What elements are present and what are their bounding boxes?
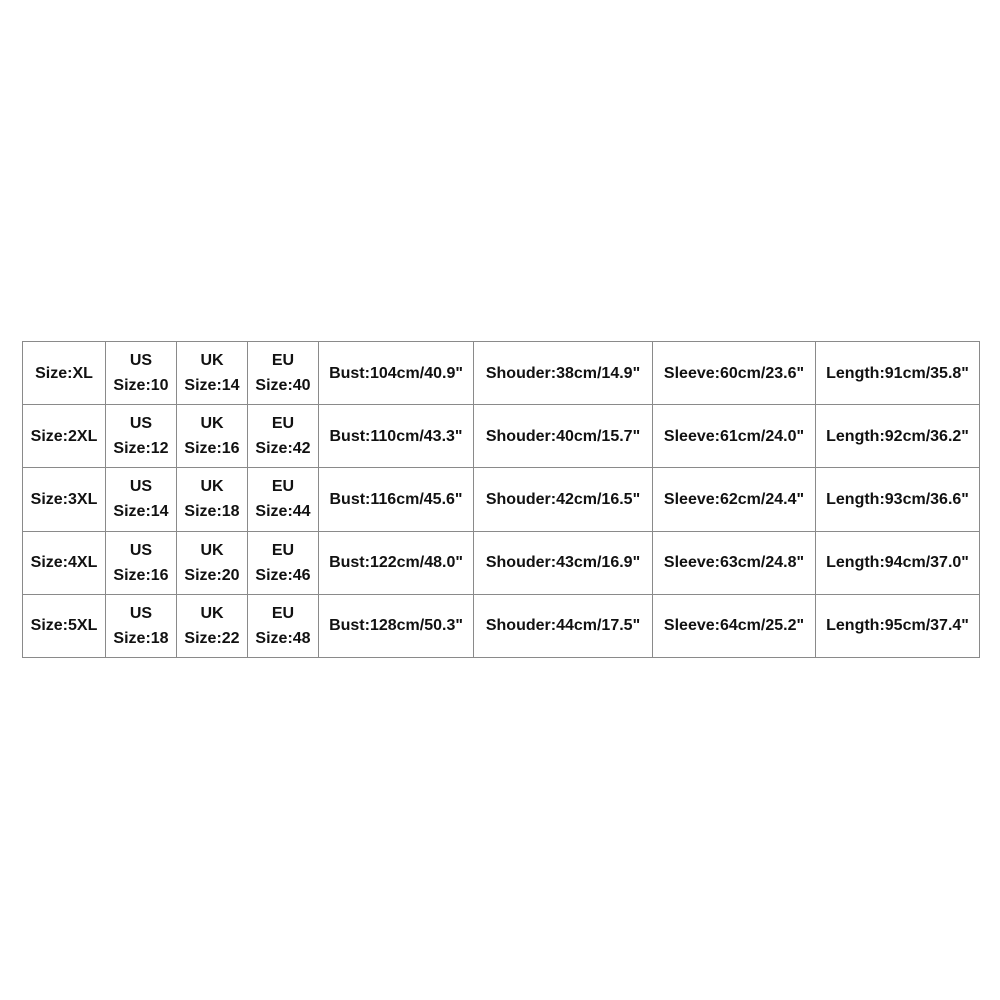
us-size-value: Size:12: [113, 440, 169, 458]
shoulder-cell: Shouder:42cm/16.5": [474, 468, 653, 531]
length-cell: Length:92cm/36.2": [816, 405, 980, 468]
eu-size-value: Size:48: [255, 629, 311, 647]
us-label: US: [129, 541, 153, 559]
uk-label: UK: [200, 415, 224, 433]
eu-size-value: Size:42: [255, 440, 311, 458]
us-label: US: [129, 478, 153, 496]
uk-size-cell: [177, 405, 248, 468]
bust-cell: Bust:104cm/40.9": [319, 342, 474, 405]
table-row: [23, 405, 980, 468]
length-cell: Length:91cm/35.8": [816, 342, 980, 405]
uk-size-cell: [177, 531, 248, 594]
eu-label: EU: [271, 541, 295, 559]
uk-size-value: Size:14: [184, 377, 240, 395]
shoulder-cell: Shouder:43cm/16.9": [474, 531, 653, 594]
us-size-value: Size:18: [113, 629, 169, 647]
eu-label: EU: [271, 604, 295, 622]
table-row: [23, 342, 980, 405]
us-label: US: [129, 352, 153, 370]
size-cell: Size:2XL: [23, 405, 106, 468]
table-row: [23, 531, 980, 594]
us-label: US: [129, 415, 153, 433]
uk-label: UK: [200, 541, 224, 559]
uk-label: UK: [200, 352, 224, 370]
uk-label: UK: [200, 478, 224, 496]
shoulder-cell: Shouder:38cm/14.9": [474, 342, 653, 405]
eu-label: EU: [271, 415, 295, 433]
uk-size-value: Size:16: [184, 440, 240, 458]
eu-size-cell: [248, 405, 319, 468]
eu-size-cell: [248, 531, 319, 594]
us-size-value: Size:14: [113, 503, 169, 521]
size-cell: Size:XL: [23, 342, 106, 405]
eu-size-cell: [248, 342, 319, 405]
size-cell: Size:4XL: [23, 531, 106, 594]
uk-size-value: Size:20: [184, 566, 240, 584]
uk-size-value: Size:18: [184, 503, 240, 521]
eu-label: EU: [271, 478, 295, 496]
eu-size-cell: [248, 468, 319, 531]
uk-size-cell: [177, 468, 248, 531]
size-cell: Size:5XL: [23, 594, 106, 657]
uk-label: UK: [200, 604, 224, 622]
eu-size-value: Size:46: [255, 566, 311, 584]
us-size-value: Size:10: [113, 377, 169, 395]
us-size-cell: [106, 531, 177, 594]
us-size-cell: [106, 342, 177, 405]
table-row: [23, 468, 980, 531]
size-cell: Size:3XL: [23, 468, 106, 531]
sleeve-cell: Sleeve:61cm/24.0": [653, 405, 816, 468]
uk-size-cell: [177, 342, 248, 405]
length-cell: Length:93cm/36.6": [816, 468, 980, 531]
length-cell: Length:94cm/37.0": [816, 531, 980, 594]
table-row: [23, 594, 980, 657]
uk-size-value: Size:22: [184, 629, 240, 647]
shoulder-cell: Shouder:44cm/17.5": [474, 594, 653, 657]
eu-size-cell: [248, 594, 319, 657]
size-chart-table: [22, 341, 980, 658]
sleeve-cell: Sleeve:63cm/24.8": [653, 531, 816, 594]
us-size-value: Size:16: [113, 566, 169, 584]
us-size-cell: [106, 594, 177, 657]
us-size-cell: [106, 468, 177, 531]
eu-size-value: Size:44: [255, 503, 311, 521]
bust-cell: Bust:116cm/45.6": [319, 468, 474, 531]
bust-cell: Bust:128cm/50.3": [319, 594, 474, 657]
sleeve-cell: Sleeve:64cm/25.2": [653, 594, 816, 657]
sleeve-cell: Sleeve:60cm/23.6": [653, 342, 816, 405]
bust-cell: Bust:110cm/43.3": [319, 405, 474, 468]
eu-label: EU: [271, 352, 295, 370]
length-cell: Length:95cm/37.4": [816, 594, 980, 657]
us-label: US: [129, 604, 153, 622]
us-size-cell: [106, 405, 177, 468]
uk-size-cell: [177, 594, 248, 657]
shoulder-cell: Shouder:40cm/15.7": [474, 405, 653, 468]
sleeve-cell: Sleeve:62cm/24.4": [653, 468, 816, 531]
bust-cell: Bust:122cm/48.0": [319, 531, 474, 594]
eu-size-value: Size:40: [255, 377, 311, 395]
